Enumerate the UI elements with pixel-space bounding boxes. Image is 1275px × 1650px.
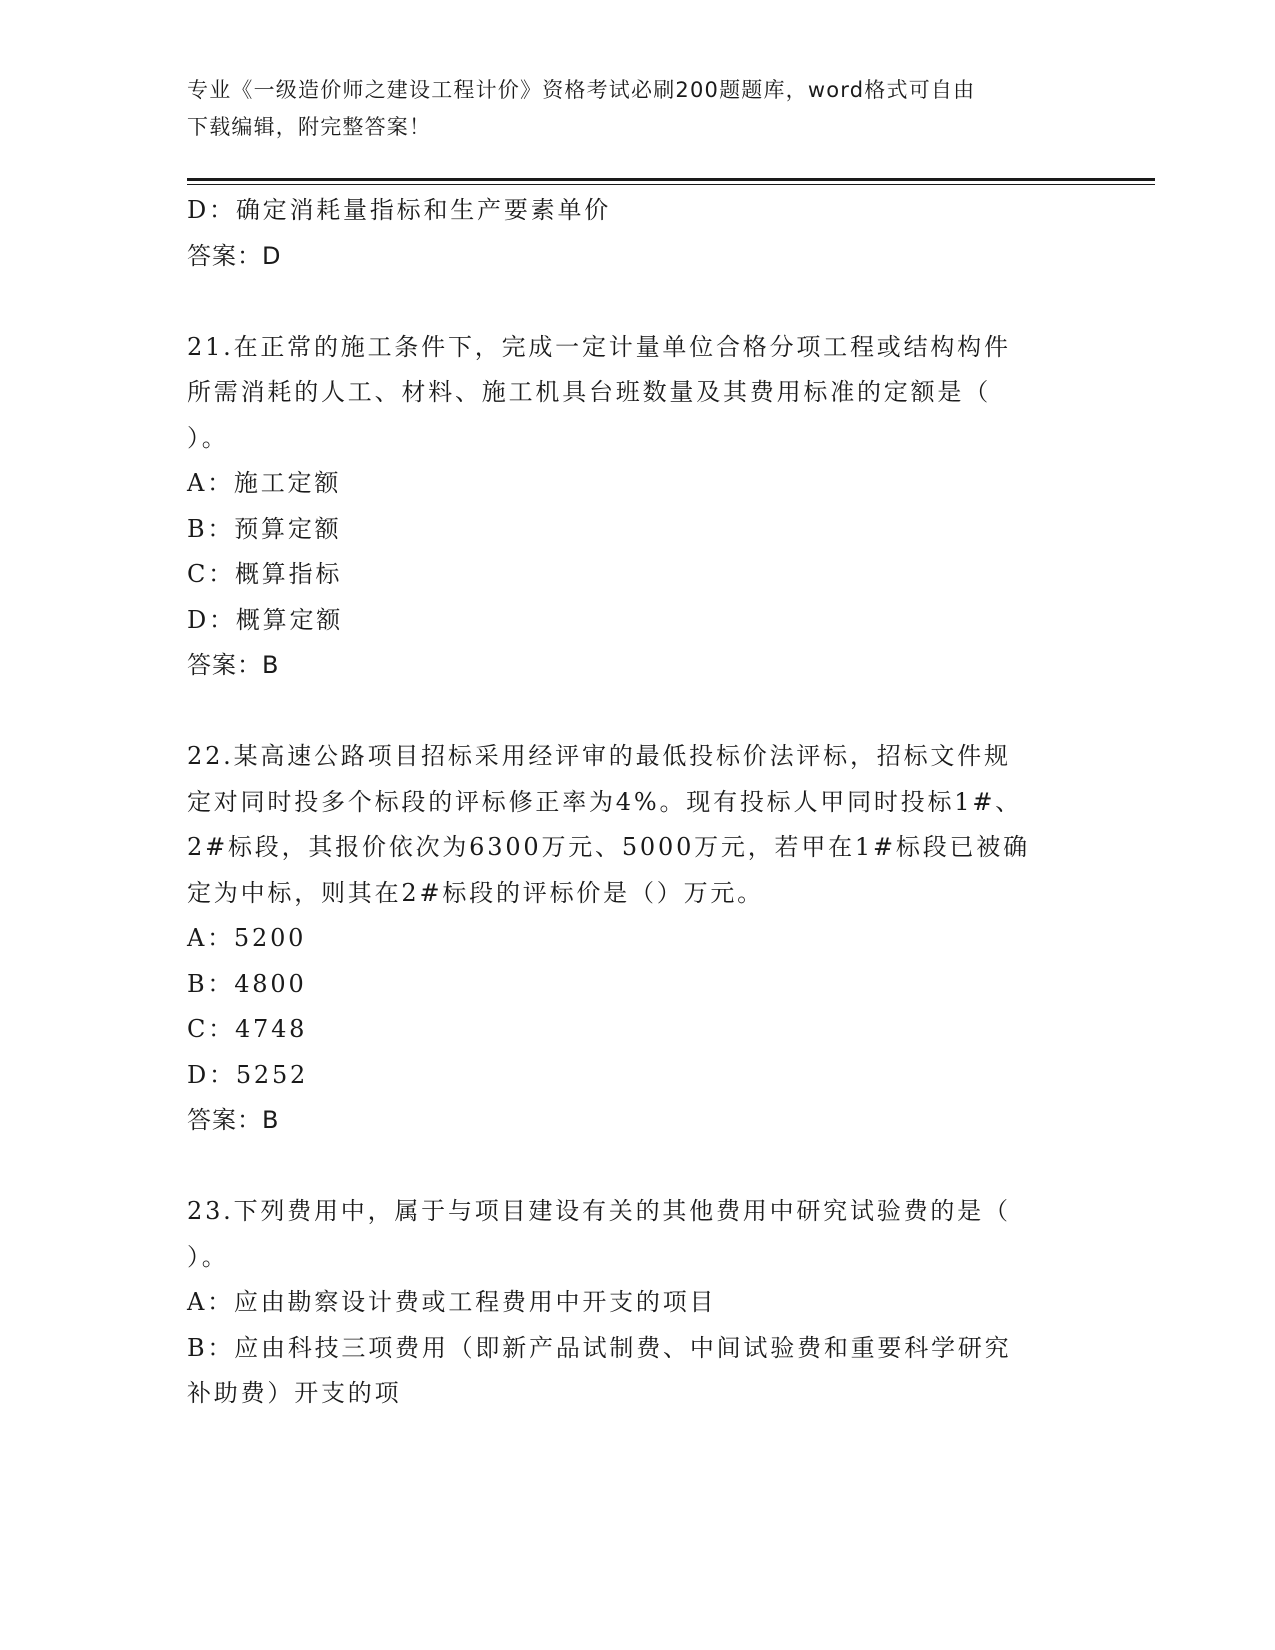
q22-option-b: B：4800 <box>187 969 307 998</box>
q23-option-b: B：应由科技三项费用（即新产品试制费、中间试验费和重要科学研究 <box>187 1333 1012 1362</box>
header-divider-thin <box>187 184 1155 185</box>
q21-option-a: A：施工定额 <box>187 469 342 497</box>
spacer <box>187 279 1087 325</box>
prev-answer: 答案：D <box>187 241 282 270</box>
q22-option-a: A：5200 <box>187 924 307 952</box>
q23-stem-line: 23.下列费用中，属于与项目建设有关的其他费用中研究试验费的是（ <box>187 1197 1011 1225</box>
q22-stem-line: 22.某高速公路项目招标采用经评审的最低投标价法评标，招标文件规 <box>187 742 1011 770</box>
q21-answer: 答案：B <box>187 651 280 679</box>
q23-option-a: A：应由勘察设计费或工程费用中开支的项目 <box>187 1288 717 1316</box>
header-divider-thick <box>187 178 1155 181</box>
header-line-1: 专业《一级造价师之建设工程计价》资格考试必刷200题题库，word格式可自由 <box>187 78 976 102</box>
spacer <box>187 689 1087 735</box>
q22-stem-line: 2#标段，其报价依次为6300万元、5000万元，若甲在1#标段已被确 <box>187 833 1030 861</box>
q22-option-d: D：5252 <box>187 1060 309 1089</box>
q21-option-d: D：概算定额 <box>187 605 344 634</box>
q22-option-c: C：4748 <box>187 1015 308 1043</box>
q23-stem-line: ）。 <box>187 1242 229 1271</box>
q21-stem-line: 所需消耗的人工、材料、施工机具台班数量及其费用标准的定额是（ <box>187 378 991 406</box>
q22-stem-line: 定对同时投多个标段的评标修正率为4%。现有投标人甲同时投标1#、 <box>187 787 1023 816</box>
header-line-2: 下载编辑，附完整答案！ <box>187 115 432 139</box>
q23-option-b-cont: 补助费）开支的项 <box>187 1379 402 1407</box>
q22-answer: 答案：B <box>187 1106 280 1134</box>
prev-option-d: D：确定消耗量指标和生产要素单价 <box>187 196 612 224</box>
q22-stem-line: 定为中标，则其在2#标段的评标价是（）万元。 <box>187 878 764 907</box>
question-content <box>187 188 1087 1417</box>
q21-option-b: B：预算定额 <box>187 514 342 543</box>
spacer <box>187 1144 1087 1190</box>
page-header <box>187 72 1087 146</box>
q21-option-c: C：概算指标 <box>187 560 343 588</box>
q21-stem-line: 21.在正常的施工条件下，完成一定计量单位合格分项工程或结构构件 <box>187 332 1011 361</box>
q21-stem-line: ）。 <box>187 423 229 452</box>
